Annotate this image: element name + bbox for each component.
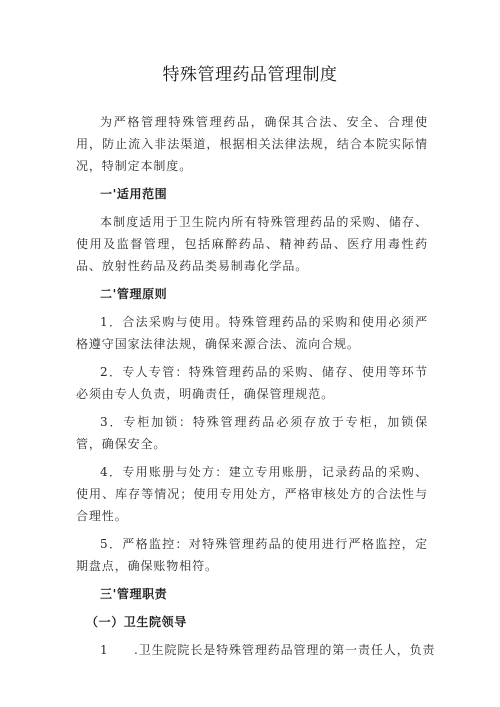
section-heading-principles: 二'管理原则 [100,287,168,301]
duty-item-text: .卫生院院长是特殊管理药品管理的第一责任人，负责 [134,643,436,657]
principle-item-3: 3．专柜加锁：特殊管理药品必须存放于专柜，加锁保管，确保安全。 [76,415,428,451]
document-title: 特殊管理药品管理制度 [162,65,338,85]
duty-item-1 [76,639,436,661]
scope-paragraph: 本制度适用于卫生院内所有特殊管理药品的采购、储存、使用及监督管理，包括麻醉药品、精神药品、医疗用毒性药品、放射性药品及药品类易制毒化学品。 [76,215,428,273]
principle-item-1: 1．合法采购与使用。特殊管理药品的采购和使用必须严格遵守国家法律法规，确保来源合法、流向合规。 [76,315,428,351]
principle-item-2: 2．专人专管：特殊管理药品的采购、储存、使用等环节必须由专人负责，明确责任，确保管理规范。 [76,365,428,401]
section-heading-scope: 一'适用范围 [100,187,168,201]
intro-paragraph: 为严格管理特殊管理药品，确保其合法、安全、合理使用，防止流入非法渠道，根据相关法律法规，结合本院实际情况，特制定本制度。 [76,115,428,173]
section-heading-duties: 三'管理职责 [100,587,168,601]
principle-item-4: 4．专用账册与处方：建立专用账册，记录药品的采购、使用、库存等情况；使用专用处方，严格审核处方的合法性与合理性。 [76,465,428,523]
principle-item-5: 5．严格监控：对特殊管理药品的使用进行严格监控，定期盘点，确保账物相符。 [76,537,428,573]
duty-item-number: 1 [100,643,109,657]
document-body [76,111,436,661]
subsection-heading-leadership: （一）卫生院领导 [86,615,187,629]
